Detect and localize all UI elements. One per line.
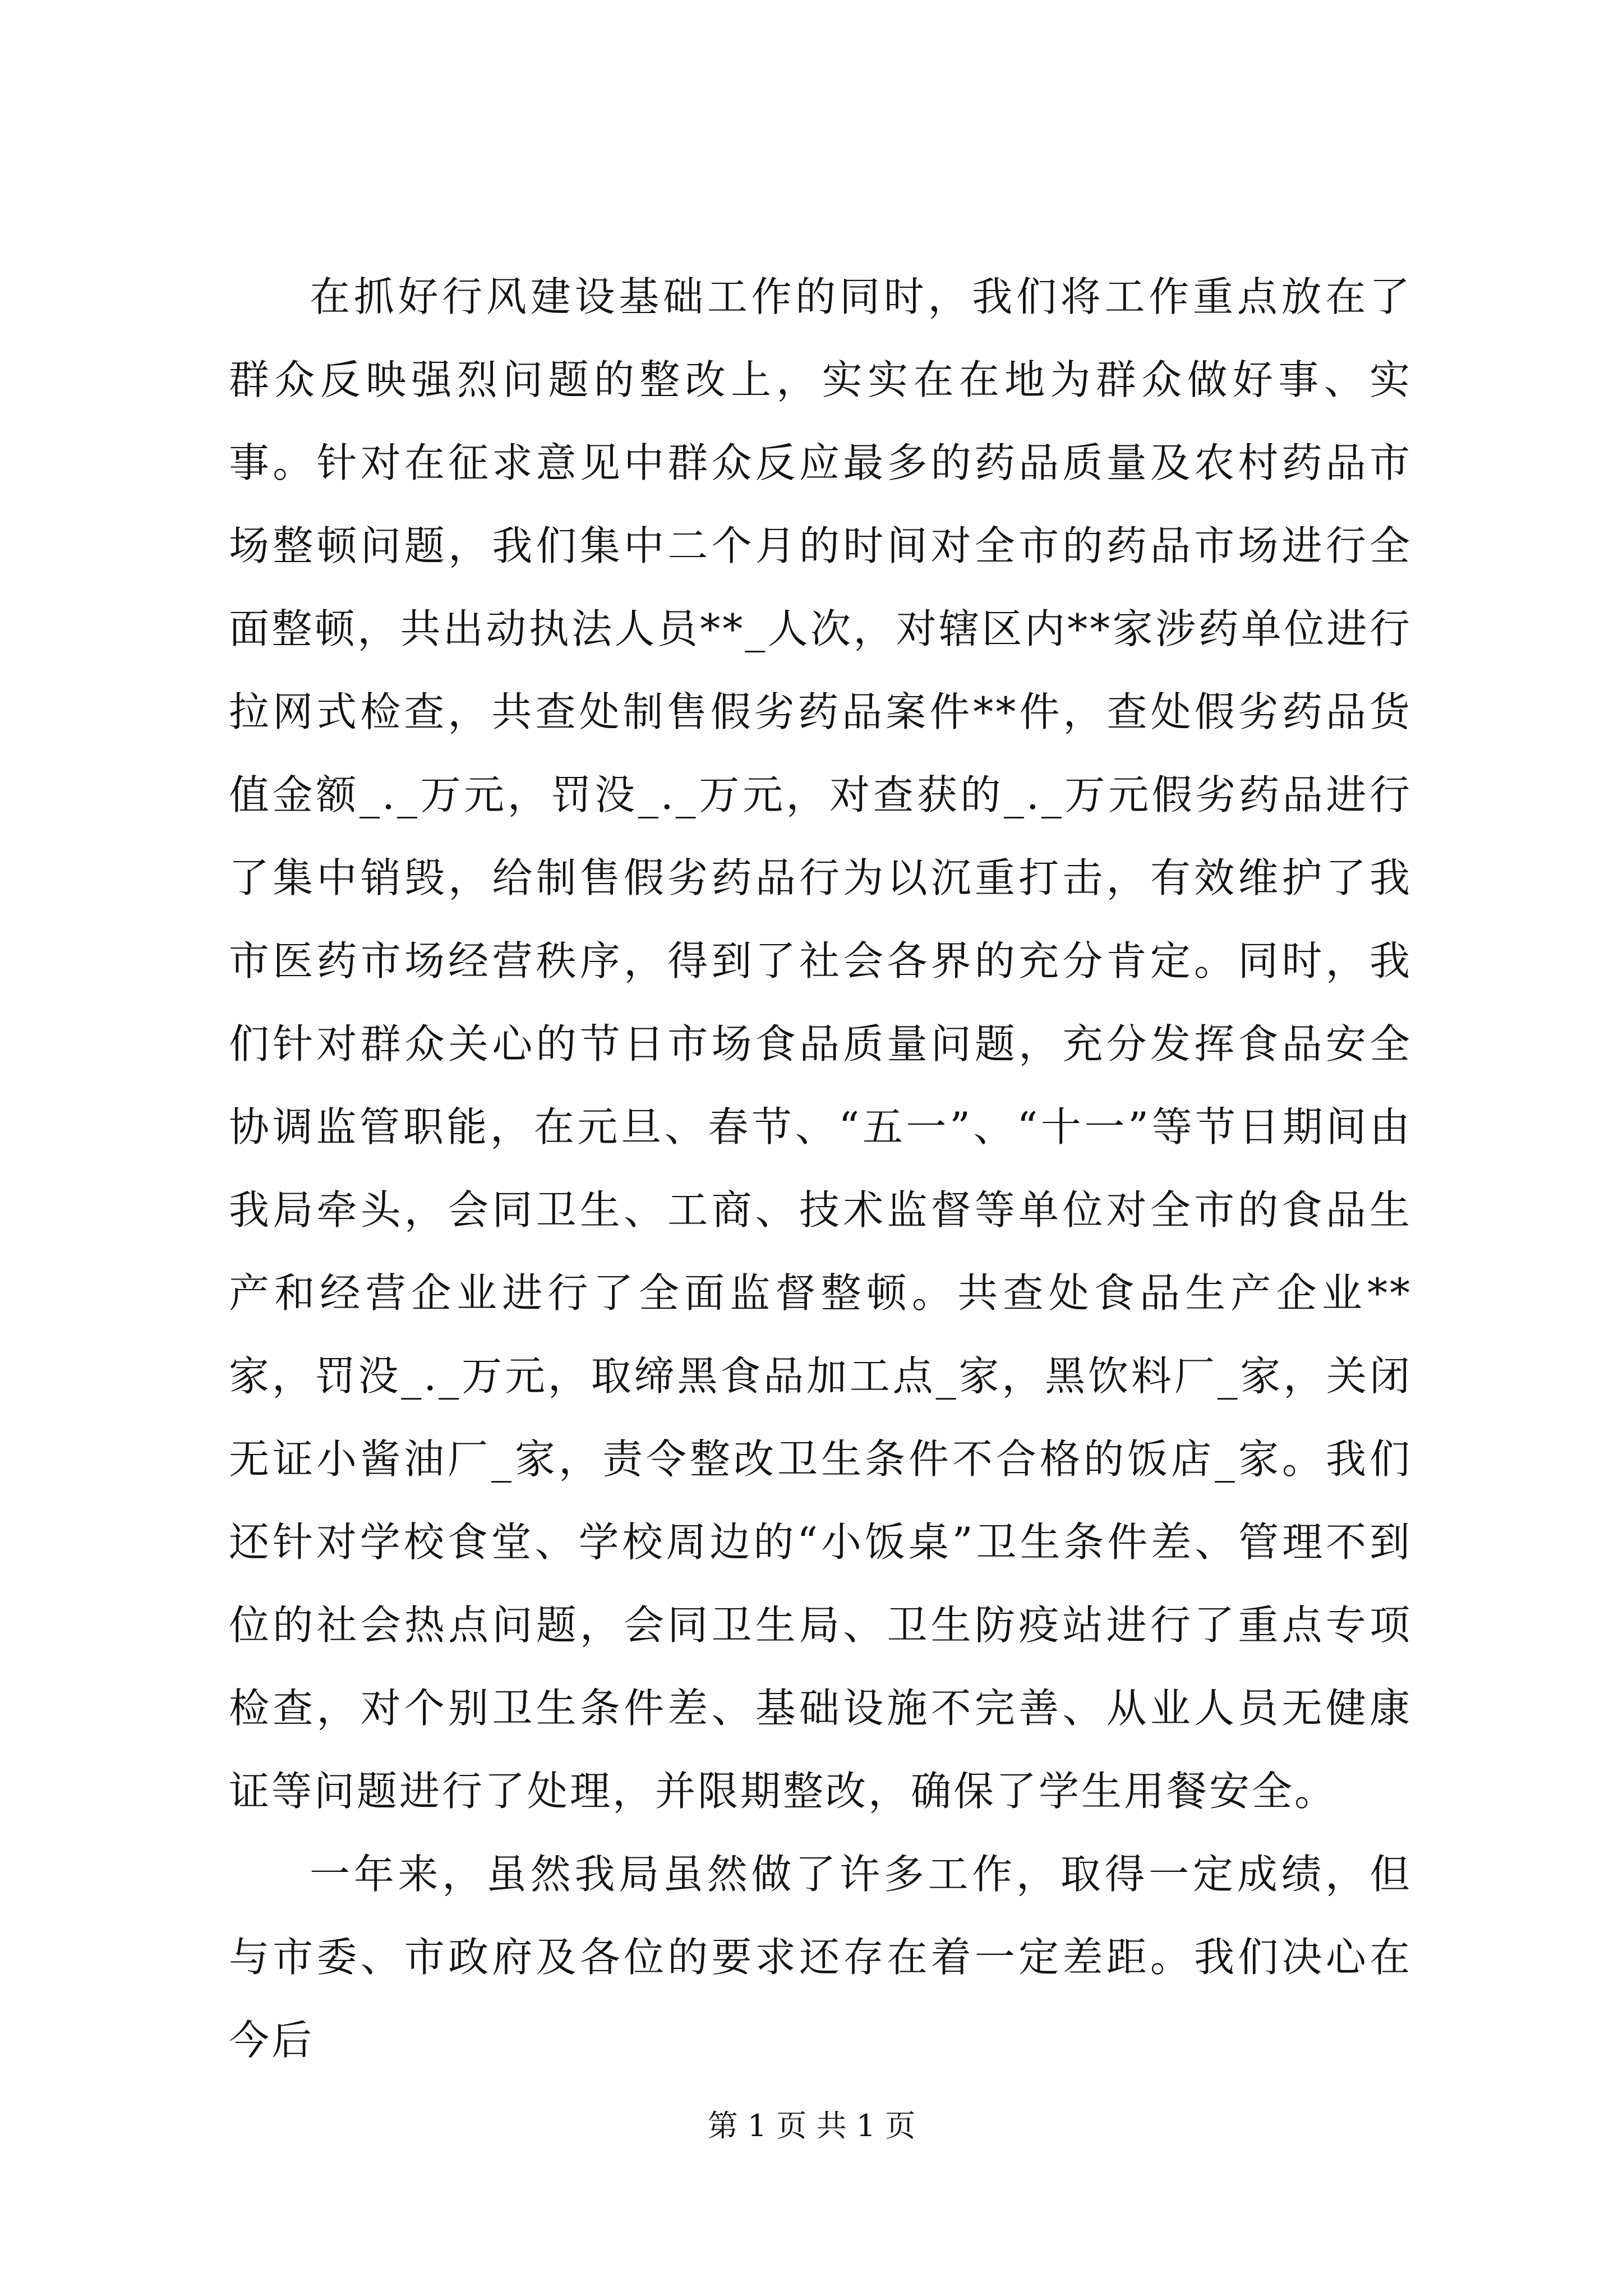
document-body	[229, 255, 1412, 2082]
paragraph-2: 一年来，虽然我局虽然做了许多工作，取得一定成绩，但与市委、市政府及各位的要求还存在着一定差距。我们决心在今后	[229, 1851, 1412, 2064]
paragraph-1: 在抓好行风建设基础工作的同时，我们将工作重点放在了群众反映强烈问题的整改上，实实在在地为群众做好事、实事。针对在征求意见中群众反应最多的药品质量及农村药品市场整顿问题，我们集中二个月的时间对全市的药品市场进行全面整顿，共出动执法人员**_人次，对辖区内**家涉药单位进行拉网式检查，共查处制售假劣药品案件**件，查处假劣药品货值金额_._万元，罚没_._万元，对查获的_._万元假劣药品进行了集中销毁，给制售假劣药品行为以沉重打击，有效维护了我市医药市场经营秩序，得到了社会各界的充分肯定。同时，我们针对群众关心的节日市场食品质量问题，充分发挥食品安全协调监管职能，在元旦、春节、“五一”、“十一”等节日期间由我局牵头，会同卫生、工商、技术监督等单位对全市的食品生产和经营企业进行了全面监督整顿。共查处食品生产企业**家，罚没_._万元，取缔黑食品加工点_家，黑饮料厂_家，关闭无证小酱油厂_家，责令整改卫生条件不合格的饭店_家。我们还针对学校食堂、学校周边的“小饭桌”卫生条件差、管理不到位的社会热点问题，会同卫生局、卫生防疫站进行了重点专项检查，对个别卫生条件差、基础设施不完善、从业人员无健康证等问题进行了处理，并限期整改，确保了学生用餐安全。	[229, 273, 1412, 1815]
page-number-footer: 第 1 页 共 1 页	[707, 2108, 916, 2143]
